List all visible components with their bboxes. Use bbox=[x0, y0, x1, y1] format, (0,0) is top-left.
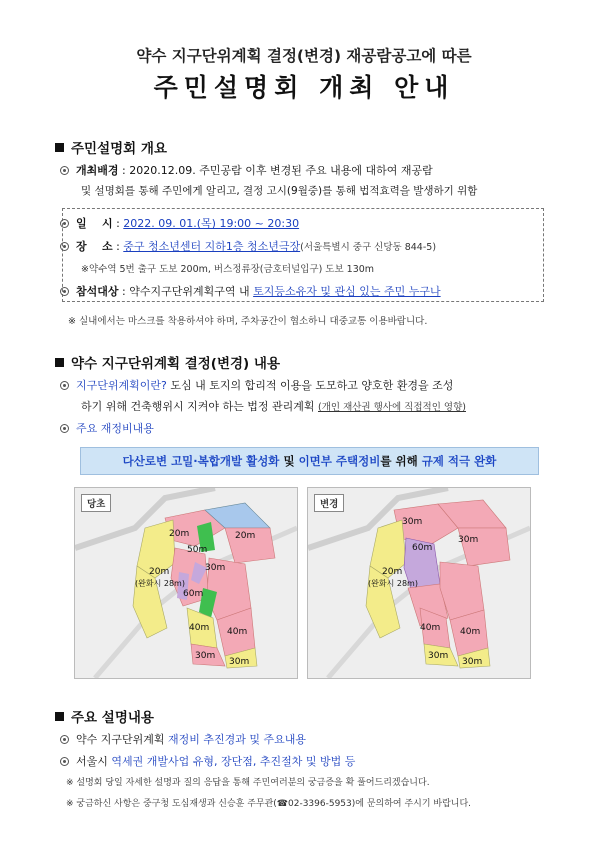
map-tag: 20m bbox=[382, 567, 403, 577]
map-tag: (완화시 28m) bbox=[368, 579, 418, 588]
attendee-value: 토지등소유자 및 관심 있는 주민 누구나 bbox=[253, 285, 441, 298]
circle-bullet-icon bbox=[60, 287, 69, 296]
square-bullet-icon bbox=[55, 143, 64, 152]
map-tag: 30m bbox=[205, 563, 226, 573]
place-value: 중구 청소년센터 지하1층 청소년극장 bbox=[123, 240, 301, 253]
definition-label: 지구단위계획이란? bbox=[76, 379, 167, 392]
map-tag: 40m bbox=[189, 623, 210, 633]
background-line-2: 및 설명회를 통해 주민에게 알리고, 결정 고시(9월중)를 통해 법적효력을 발생하기 위함 bbox=[81, 185, 478, 197]
map-tag: 30m bbox=[458, 535, 479, 545]
map-tag: 50m bbox=[187, 545, 208, 555]
map-tag: 40m bbox=[420, 623, 441, 633]
map-tag: 60m bbox=[183, 589, 204, 599]
event-date: 일 시 : 2022. 09. 01.(목) 19:00 ~ 20:30 bbox=[60, 215, 299, 231]
map-tag: 20m bbox=[169, 529, 190, 539]
background-label: 개최배경 bbox=[76, 164, 119, 177]
background-line-1: 개최배경 : 2020.12.09. 주민공람 이후 변경된 주요 내용에 대하여 재공람 bbox=[60, 162, 433, 178]
definition-line-1: 지구단위계획이란? 도심 내 토지의 합리적 이용을 도모하고 양호한 환경을 조성 bbox=[60, 377, 453, 393]
circle-bullet-icon bbox=[60, 424, 69, 433]
place-note: ※약수역 5번 출구 도보 200m, 버스정류장(금호터널입구) 도보 130m bbox=[81, 264, 375, 275]
revision-item: 주요 재정비내용 bbox=[60, 420, 154, 436]
place-address: (서울특별시 중구 신당동 844-5) bbox=[300, 242, 437, 253]
map-tag: 20m bbox=[149, 567, 170, 577]
map-tag: (완화시 28m) bbox=[135, 579, 185, 588]
map-tag: 40m bbox=[460, 627, 481, 637]
briefing-item-1: 약수 지구단위계획 재정비 추진경과 및 주요내용 bbox=[60, 731, 306, 747]
briefing-note-1: ※ 설명회 당일 자세한 설명과 질의 응답을 통해 주민여러분의 궁금증을 확 풀어드리겠습니다. bbox=[66, 778, 430, 788]
circle-bullet-icon bbox=[60, 166, 69, 175]
definition-note: (개인 재산권 행사에 직접적인 영향) bbox=[318, 402, 466, 413]
zoning-map-before bbox=[75, 488, 297, 678]
page-subtitle: 약수 지구단위계획 결정(변경) 재공람공고에 따른 bbox=[136, 47, 472, 65]
mask-notice: ※ 실내에서는 마스크를 착용하셔야 하며, 주차공간이 협소하니 대중교통 이용바랍니다. bbox=[68, 316, 428, 327]
map-tag: 30m bbox=[462, 657, 483, 667]
map-tag: 30m bbox=[428, 651, 449, 661]
definition-line-2: 하기 위해 건축행위시 지켜야 하는 법정 관리계획 (개인 재산권 행사에 직접적인 영향) bbox=[81, 400, 466, 413]
circle-bullet-icon bbox=[60, 242, 69, 251]
map-tag: 20m bbox=[235, 531, 256, 541]
briefing-note-2: ※ 궁금하신 사항은 중구청 도심재생과 신승훈 주무관(☎02-3396-5953)에 문의하여 주시기 바랍니다. bbox=[66, 799, 472, 809]
map-tag: 30m bbox=[229, 657, 250, 667]
map-tag: 40m bbox=[227, 627, 248, 637]
event-attendees: 참석대상 : 약수지구단위계획구역 내 토지등소유자 및 관심 있는 주민 누구나 bbox=[60, 283, 441, 299]
map-tag: 60m bbox=[412, 543, 433, 553]
key-revision-banner: 다산로변 고밀·복합개발 활성화 및 이면부 주택정비 를 위해 규제 적극 완화 bbox=[80, 447, 539, 475]
circle-bullet-icon bbox=[60, 735, 69, 744]
square-bullet-icon bbox=[55, 712, 64, 721]
page-title: 주민설명회 개최 안내 bbox=[153, 73, 455, 102]
section-heading-overview: 주민설명회 개요 bbox=[55, 137, 167, 157]
date-value: 2022. 09. 01.(목) 19:00 ~ 20:30 bbox=[123, 217, 300, 230]
map-before bbox=[74, 487, 298, 679]
zoning-map-after bbox=[308, 488, 530, 678]
background-text: 2020.12.09. 주민공람 이후 변경된 주요 내용에 대하여 재공람 bbox=[129, 164, 433, 177]
map-before-label: 당초 bbox=[81, 494, 111, 512]
map-after-label: 변경 bbox=[314, 494, 344, 512]
briefing-item-2: 서울시 역세권 개발사업 유형, 장단점, 추진절차 및 방법 등 bbox=[60, 753, 355, 769]
map-tag: 30m bbox=[195, 651, 216, 661]
square-bullet-icon bbox=[55, 358, 64, 367]
event-place: 장 소 : 중구 청소년센터 지하1층 청소년극장(서울특별시 중구 신당동 844-5) bbox=[60, 238, 436, 254]
circle-bullet-icon bbox=[60, 757, 69, 766]
map-tag: 30m bbox=[402, 517, 423, 527]
circle-bullet-icon bbox=[60, 381, 69, 390]
map-after bbox=[307, 487, 531, 679]
section-heading-briefing: 주요 설명내용 bbox=[55, 706, 154, 726]
circle-bullet-icon bbox=[60, 219, 69, 228]
section-heading-content: 약수 지구단위계획 결정(변경) 내용 bbox=[55, 352, 280, 372]
